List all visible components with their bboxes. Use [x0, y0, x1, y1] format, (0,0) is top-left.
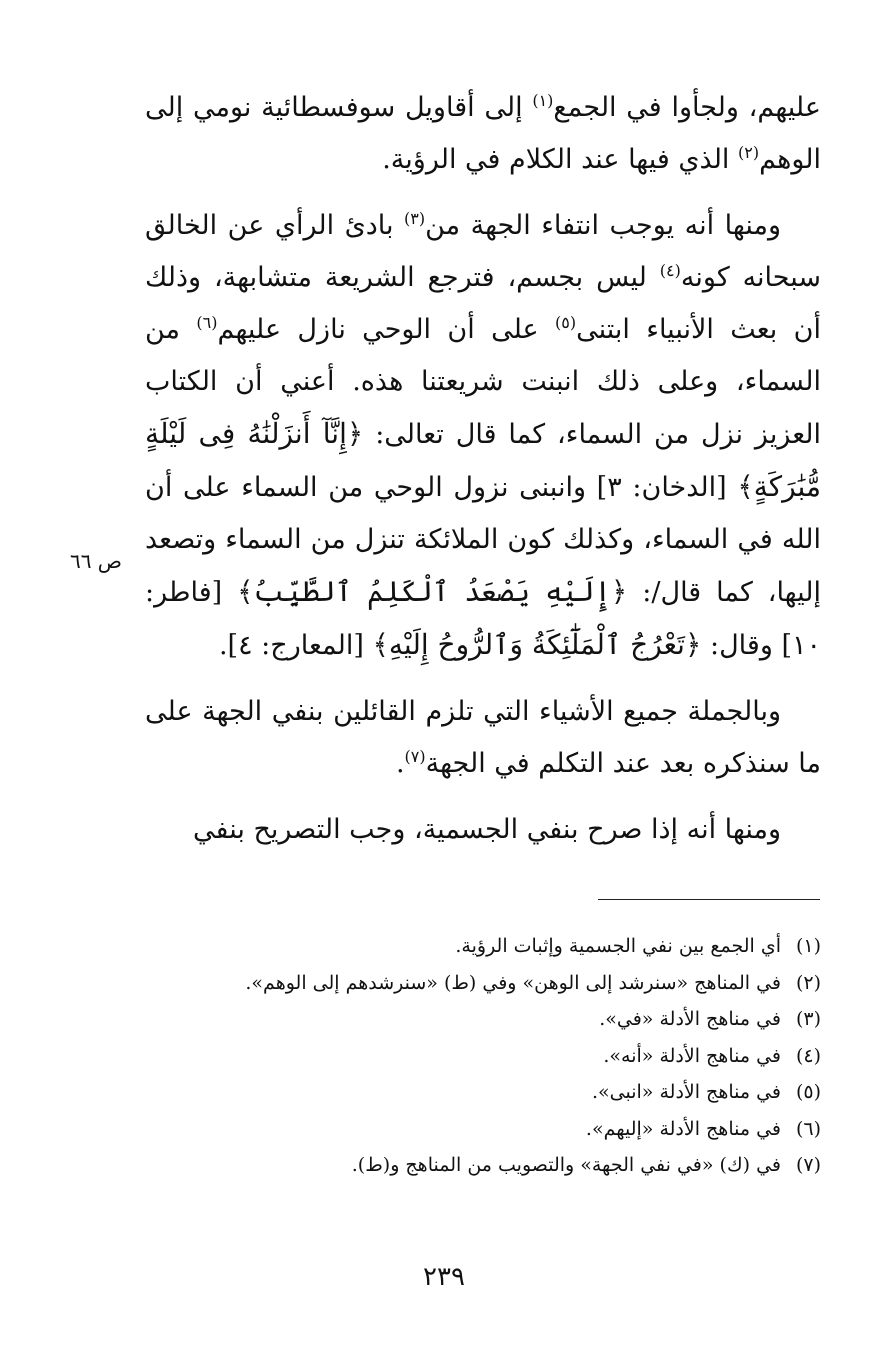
page-number: ٢٣٩ — [423, 1262, 465, 1292]
footnote-ref-2[interactable]: (٢) — [738, 143, 760, 162]
paragraph-3 — [145, 686, 821, 790]
footnote-number: (٥) — [795, 1081, 821, 1103]
footnote-text: في مناهج الأدلة «أنه». — [603, 1044, 781, 1067]
footnote-text: في مناهج الأدلة «في». — [599, 1008, 781, 1030]
footnote-ref-1[interactable]: (١) — [532, 91, 554, 110]
footnote-separator — [598, 899, 820, 900]
footnote-ref-4[interactable]: (٤) — [659, 261, 681, 280]
text-run: ومنها أنه إذا صرح بنفي الجسمية، وجب التصريح بنفي — [193, 814, 781, 845]
footnote-item — [145, 1001, 821, 1038]
footnote-item — [145, 1038, 821, 1075]
footnote-text: في المناهج «سنرشد إلى الوهن» وفي (ط) «سنرشدهم إلى الوهم». — [245, 971, 781, 994]
quran-verse-1: ﴿إِنَّآ أَنزَلْنَٰهُ فِى لَيْلَةٍ مُّبَٰرَكَةٍ﴾ — [145, 417, 821, 503]
text-run: إلى أقاويل سوفسطائية نومي إلى الوهم — [145, 92, 821, 175]
text-run: الذي فيها عند الكلام في الرؤية. — [382, 144, 739, 175]
footnote-number: (٦) — [795, 1117, 821, 1140]
text-run: . — [395, 748, 405, 779]
text-run: [المعارج: ٤]. — [218, 630, 373, 661]
paragraph-2 — [145, 200, 821, 672]
text-run: على أن الوحي نازل عليهم — [217, 314, 555, 345]
text-run: عليهم، ولجأوا في الجمع — [553, 92, 821, 123]
paragraph-4 — [145, 804, 821, 856]
text-run: [الدخان: ٣] وانبنى نزول الوحي من السماء على أن الله في السماء، وكذلك كون الملائكة تنزل من السماء وتصعد إليها، كما قال/: — [145, 472, 822, 608]
footnote-ref-3[interactable]: (٣) — [404, 209, 426, 228]
text-run: بادئ الرأي عن الخالق سبحانه كونه — [145, 210, 821, 293]
footnote-number: (٤) — [795, 1044, 821, 1067]
text-run: ليس بجسم، فترجع الشريعة متشابهة، وذلك أن بعث الأنبياء ابتنى — [145, 262, 821, 345]
text-run: ومنها أنه يوجب انتفاء الجهة من — [425, 210, 781, 241]
footnote-number: (٧) — [795, 1154, 821, 1176]
quran-verse-2: ﴿إِلَيْهِ يَصْعَدُ ٱلْكَلِمُ ٱلطَّيِّبُ﴾ — [237, 575, 628, 608]
footnote-item — [145, 928, 821, 965]
footnote-number: (٣) — [795, 1008, 821, 1030]
margin-page-reference: ص ٦٦ — [69, 549, 122, 573]
footnote-number: (٢) — [795, 971, 821, 994]
footnote-item — [145, 965, 821, 1002]
footnote-text: في مناهج الأدلة «انبى». — [592, 1081, 781, 1103]
footnote-ref-5[interactable]: (٥) — [555, 313, 577, 332]
footnote-text: في (ك) «في نفي الجهة» والتصويب من المناهج و(ط). — [351, 1154, 781, 1176]
paragraph-1 — [145, 82, 821, 186]
quran-verse-3: ﴿تَعْرُجُ ٱلْمَلَٰٓئِكَةُ وَٱلرُّوحُ إِلَيْهِ﴾ — [372, 628, 702, 661]
footnote-item — [145, 1111, 821, 1148]
footnote-ref-7[interactable]: (٧) — [404, 747, 426, 766]
footnote-ref-6[interactable]: (٦) — [196, 313, 218, 332]
text-run: [فاطر: ١٠] وقال: — [145, 577, 821, 661]
text-run: من السماء، وعلى ذلك انبنت شريعتنا هذه. أعني أن الكتاب العزيز نزل من السماء، كما قال تعالى: — [145, 314, 821, 450]
main-text — [145, 82, 821, 870]
footnote-text: في مناهج الأدلة «إليهم». — [585, 1117, 781, 1140]
footnote-item — [145, 1147, 821, 1184]
footnote-number: (١) — [795, 935, 821, 957]
text-run: وبالجملة جميع الأشياء التي تلزم القائلين بنفي الجهة على ما سنذكره بعد عند التكلم في الجهة — [145, 696, 821, 779]
footnote-item — [145, 1074, 821, 1111]
footnote-text: أي الجمع بين نفي الجسمية وإثبات الرؤية. — [455, 935, 781, 957]
footnotes — [145, 928, 821, 1184]
